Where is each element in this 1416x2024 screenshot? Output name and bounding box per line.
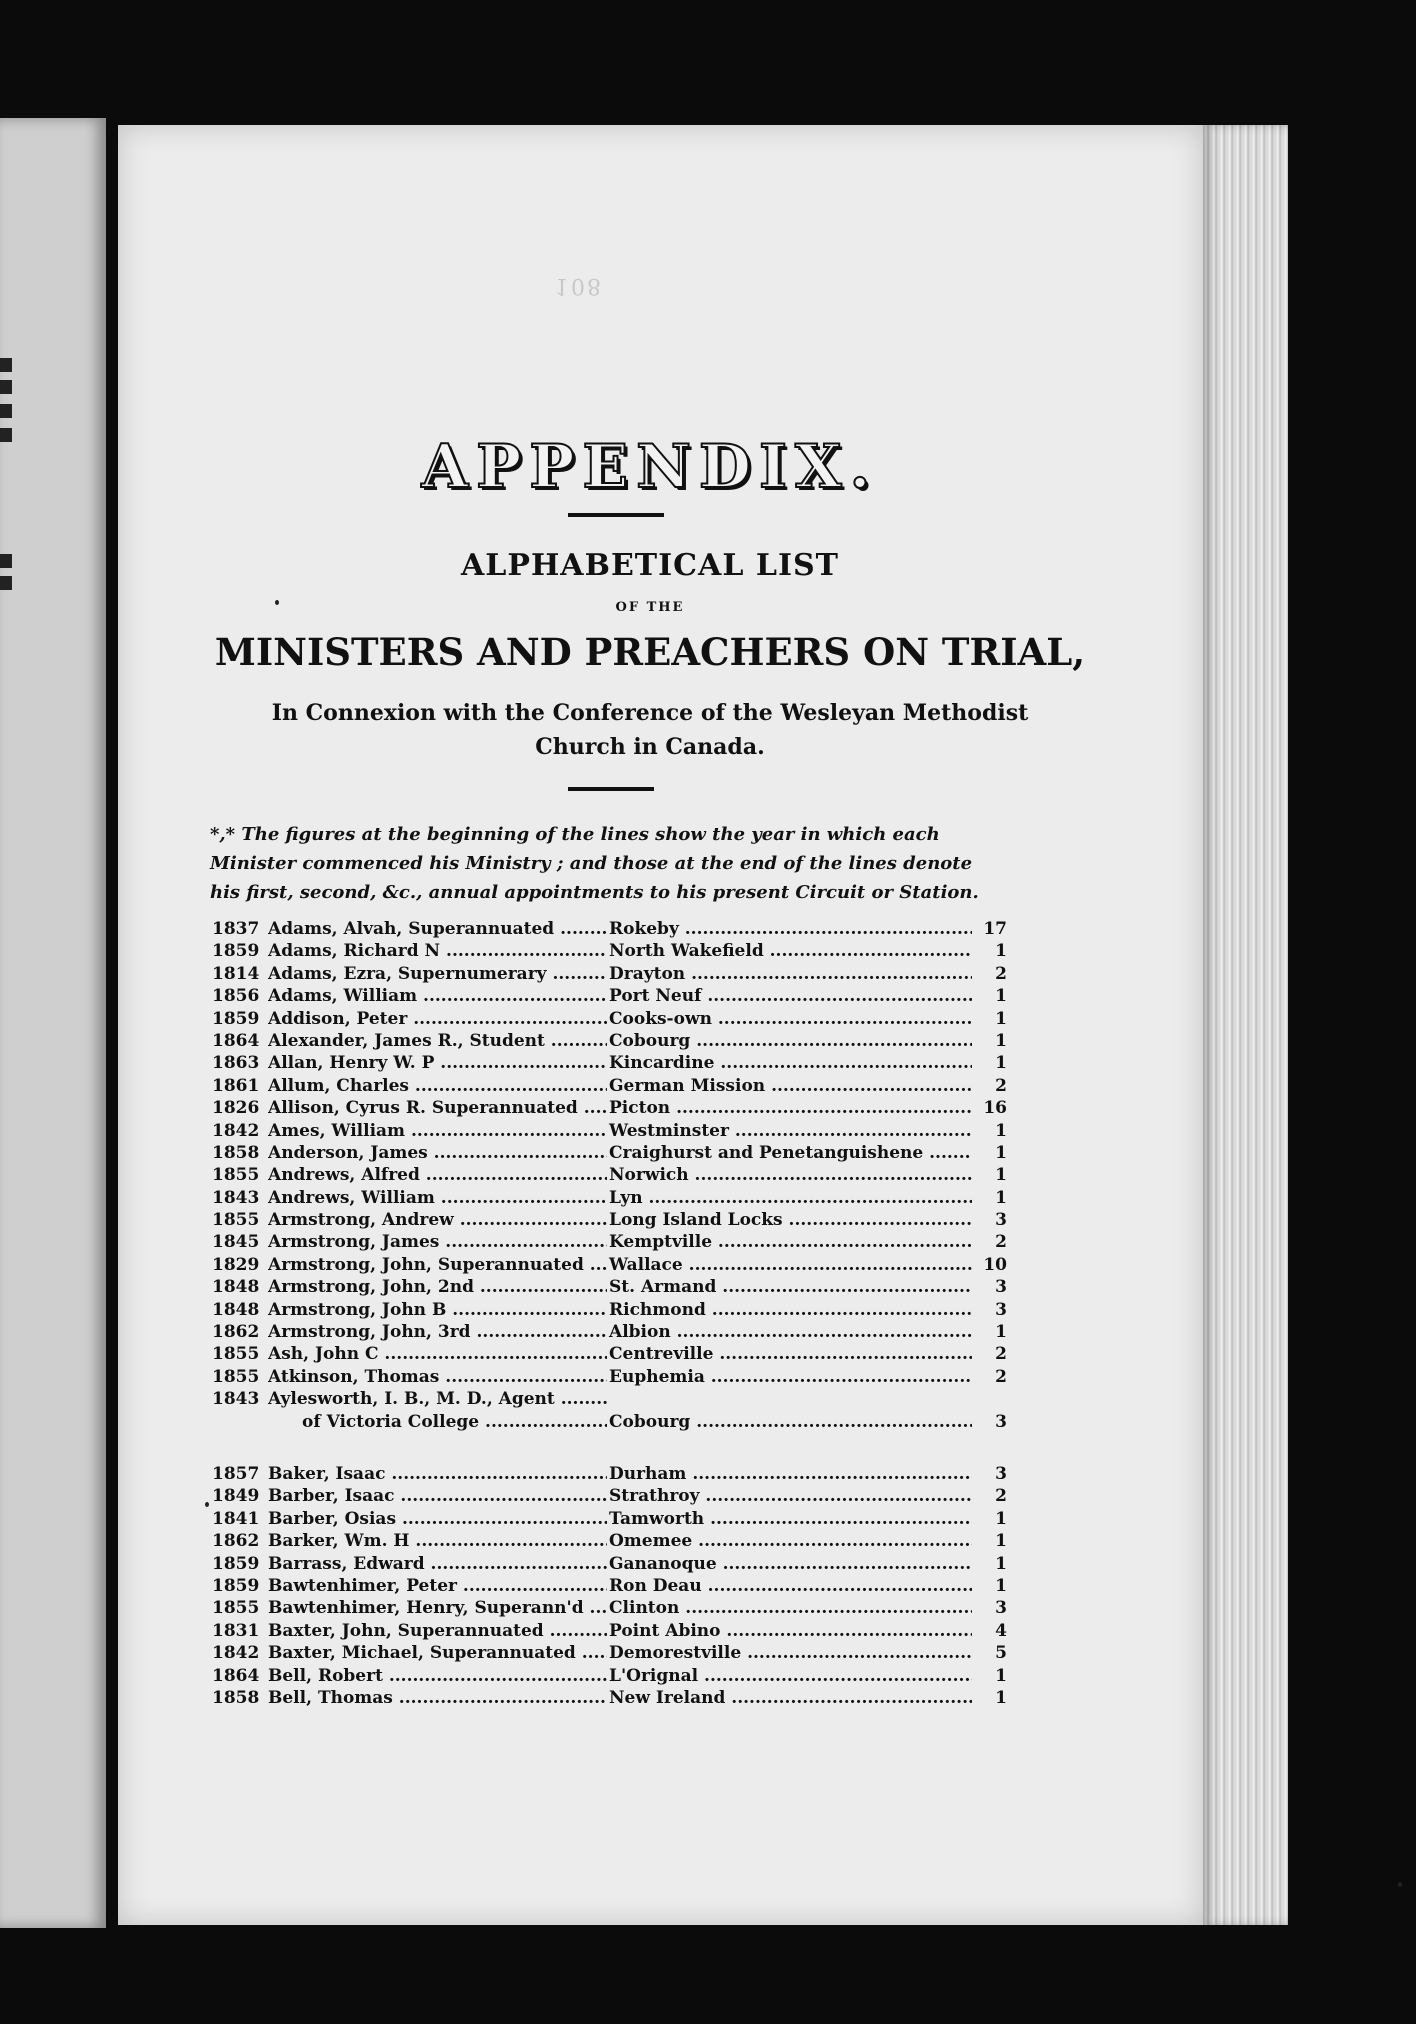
entry-appointment-number: 3 (972, 1411, 1007, 1433)
entry-year: 1843 (212, 1389, 260, 1410)
entry-appointment-number: 16 (972, 1097, 1007, 1119)
list-item (212, 1388, 1007, 1410)
entry-name: Barker, Wm. H ..... (268, 1530, 818, 1552)
list-item (212, 1575, 1007, 1597)
entry-circuit: Kincardine ..... (607, 1052, 979, 1074)
list-item (212, 1254, 1007, 1276)
entry-name: Armstrong, James ..... (268, 1231, 818, 1253)
entry-appointment-number: 10 (972, 1254, 1007, 1276)
left-page-text-fragment (0, 428, 12, 442)
entry-appointment-number: 2 (972, 1075, 1007, 1097)
left-page-text-fragment (0, 380, 12, 394)
entry-appointment-number: 17 (972, 918, 1007, 940)
entry-name: Bawtenhimer, Peter ..... (268, 1575, 818, 1597)
entry-year: 1842 (212, 1643, 260, 1664)
entry-name: Baxter, Michael, Superannuated ..... (268, 1642, 818, 1664)
entry-year: 1831 (212, 1620, 260, 1641)
entry-year: 1862 (212, 1531, 260, 1552)
list-item (212, 1052, 1007, 1074)
entry-circuit: Westminster ..... (607, 1120, 979, 1142)
section-rule (568, 787, 654, 791)
title-rule (568, 513, 664, 517)
appendix-title: APPENDIX. (421, 432, 879, 502)
entry-year: 1826 (212, 1098, 260, 1119)
entry-appointment-number: 3 (972, 1597, 1007, 1619)
list-item (212, 1075, 1007, 1097)
entry-circuit: Gananoque ..... (607, 1553, 979, 1575)
entry-name: Armstrong, John, Superannuated ..... (268, 1254, 818, 1276)
entry-year: 1855 (212, 1344, 260, 1365)
entry-name: Baker, Isaac ..... (268, 1463, 818, 1485)
entry-name: Andrews, Alfred ..... (268, 1164, 818, 1186)
entry-appointment-number: 3 (972, 1299, 1007, 1321)
entry-circuit: Durham ..... (607, 1463, 979, 1485)
list-item (212, 1463, 1007, 1485)
note-line-2: Minister commenced his Ministry ; and those at the end of the lines denote (210, 853, 973, 874)
bleed-through-page-number: 108 (555, 273, 603, 298)
entry-appointment-number: 1 (972, 985, 1007, 1007)
ministers-list (212, 918, 1007, 1709)
entry-name: Anderson, James ..... (268, 1142, 818, 1164)
entries-group-b (212, 1463, 1007, 1709)
of-the-label: OF THE (615, 600, 685, 615)
entry-circuit: Wallace ..... (607, 1254, 979, 1276)
entry-year: 1845 (212, 1232, 260, 1253)
entry-appointment-number: 1 (972, 1164, 1007, 1186)
ink-speck (275, 600, 279, 605)
entry-name: Barber, Isaac ..... (268, 1485, 818, 1507)
entry-year: 1855 (212, 1598, 260, 1619)
entry-name: Ash, John C ..... (268, 1343, 818, 1365)
list-item (212, 1597, 1007, 1619)
entry-name: Allan, Henry W. P ..... (268, 1052, 818, 1074)
entry-appointment-number: 2 (972, 1366, 1007, 1388)
entry-year: 1841 (212, 1508, 260, 1529)
entry-appointment-number: 1 (972, 1008, 1007, 1030)
list-item (212, 1343, 1007, 1365)
explanatory-note (210, 820, 1000, 907)
entry-name: Barrass, Edward ..... (268, 1553, 818, 1575)
entry-year: 1864 (212, 1030, 260, 1051)
section-gap (212, 1433, 1007, 1463)
entry-appointment-number: 1 (972, 1687, 1007, 1709)
entry-year: 1858 (212, 1687, 260, 1708)
entry-circuit: St. Armand ..... (607, 1276, 979, 1298)
entry-appointment-number: 1 (972, 1142, 1007, 1164)
entry-name: Aylesworth, I. B., M. D., Agent ..... (268, 1388, 608, 1410)
entry-name: Adams, Ezra, Supernumerary ..... (268, 963, 818, 985)
list-item (212, 940, 1007, 962)
entry-circuit: Cobourg ..... (607, 1030, 979, 1052)
list-item (212, 1687, 1007, 1709)
list-title: ALPHABETICAL LIST (461, 548, 839, 583)
entry-name: Ames, William ..... (268, 1120, 818, 1142)
entry-year: 1829 (212, 1254, 260, 1275)
list-item (212, 1008, 1007, 1030)
entry-appointment-number: 2 (972, 963, 1007, 985)
entry-year: 1862 (212, 1322, 260, 1343)
entry-appointment-number: 1 (972, 1321, 1007, 1343)
list-item (212, 963, 1007, 985)
list-item (212, 1209, 1007, 1231)
entry-name: Addison, Peter ..... (268, 1008, 818, 1030)
entry-circuit: Tamworth ..... (607, 1508, 979, 1530)
entry-circuit: Clinton ..... (607, 1597, 979, 1619)
entry-appointment-number: 1 (972, 1665, 1007, 1687)
list-item (212, 1366, 1007, 1388)
entry-circuit: Norwich ..... (607, 1164, 979, 1186)
list-item (212, 1553, 1007, 1575)
entry-circuit: Kemptville ..... (607, 1231, 979, 1253)
entry-year: 1864 (212, 1665, 260, 1686)
entry-appointment-number: 2 (972, 1485, 1007, 1507)
note-line-1: *,* The figures at the beginning of the lines show the year in which each (210, 824, 940, 845)
entry-year: 1855 (212, 1366, 260, 1387)
list-item (212, 1097, 1007, 1119)
list-item (212, 1620, 1007, 1642)
entry-name: Armstrong, John B ..... (268, 1299, 818, 1321)
entry-circuit: Lyn ..... (607, 1187, 979, 1209)
entry-appointment-number: 2 (972, 1231, 1007, 1253)
list-item (212, 1530, 1007, 1552)
left-page-text-fragment (0, 554, 12, 568)
entry-appointment-number: 4 (972, 1620, 1007, 1642)
entry-circuit: Long Island Locks ..... (607, 1209, 979, 1231)
entry-year: 1859 (212, 1553, 260, 1574)
entry-name: Bell, Robert ..... (268, 1665, 818, 1687)
entry-appointment-number: 1 (972, 1052, 1007, 1074)
entry-name: Adams, William ..... (268, 985, 818, 1007)
list-item (212, 1485, 1007, 1507)
entry-name: Andrews, William ..... (268, 1187, 818, 1209)
entry-circuit: Demorestville ..... (607, 1642, 979, 1664)
page-edges (1203, 125, 1288, 1925)
entry-appointment-number: 2 (972, 1343, 1007, 1365)
entry-circuit: German Mission ..... (607, 1075, 979, 1097)
list-item (212, 1299, 1007, 1321)
list-item (212, 1120, 1007, 1142)
list-item (212, 985, 1007, 1007)
list-item (212, 1321, 1007, 1343)
list-item (212, 1187, 1007, 1209)
entry-circuit: Omemee ..... (607, 1530, 979, 1552)
entry-circuit: Centreville ..... (607, 1343, 979, 1365)
entry-year: 1859 (212, 941, 260, 962)
list-item (212, 1231, 1007, 1253)
list-item (212, 1665, 1007, 1687)
entry-circuit: Picton ..... (607, 1097, 979, 1119)
entry-year: 1848 (212, 1299, 260, 1320)
entry-year: 1843 (212, 1187, 260, 1208)
entry-name: Armstrong, John, 3rd ..... (268, 1321, 818, 1343)
entry-appointment-number: 1 (972, 1553, 1007, 1575)
connexion-line-2: Church in Canada. (535, 734, 765, 760)
entry-name: Atkinson, Thomas ..... (268, 1366, 818, 1388)
entry-name: Baxter, John, Superannuated ..... (268, 1620, 818, 1642)
entry-name-continuation: of Victoria College ..... (302, 1411, 607, 1433)
entry-name: Armstrong, John, 2nd ..... (268, 1276, 818, 1298)
entry-circuit: Port Neuf ..... (607, 985, 979, 1007)
entry-circuit: New Ireland ..... (607, 1687, 979, 1709)
left-page-fragment (0, 118, 106, 1928)
entry-name: Barber, Osias ..... (268, 1508, 818, 1530)
entry-circuit: Rokeby ..... (607, 918, 979, 940)
entry-circuit: Euphemia ..... (607, 1366, 979, 1388)
entry-circuit: North Wakefield ..... (607, 940, 979, 962)
entry-year: 1858 (212, 1142, 260, 1163)
entry-circuit: Cobourg ..... (607, 1411, 979, 1433)
entry-year: 1855 (212, 1210, 260, 1231)
entry-year: 1857 (212, 1463, 260, 1484)
ink-speck (1398, 1882, 1402, 1887)
entry-year: 1861 (212, 1075, 260, 1096)
entry-circuit: Drayton ..... (607, 963, 979, 985)
entry-name: Adams, Alvah, Superannuated ..... (268, 918, 818, 940)
entry-appointment-number: 1 (972, 1120, 1007, 1142)
left-page-text-fragment (0, 576, 12, 590)
entry-appointment-number: 3 (972, 1463, 1007, 1485)
entry-circuit: Cooks-own ..... (607, 1008, 979, 1030)
list-item (212, 1642, 1007, 1664)
entry-circuit: Strathroy ..... (607, 1485, 979, 1507)
entry-appointment-number: 1 (972, 1508, 1007, 1530)
entry-year: 1849 (212, 1486, 260, 1507)
entry-year: 1837 (212, 919, 260, 939)
entry-appointment-number: 3 (972, 1276, 1007, 1298)
entry-year: 1848 (212, 1277, 260, 1298)
list-item (212, 1276, 1007, 1298)
ink-speck (205, 1502, 209, 1507)
entry-circuit: L'Orignal ..... (607, 1665, 979, 1687)
entry-circuit: Albion ..... (607, 1321, 979, 1343)
list-item (212, 1030, 1007, 1052)
entry-name: Allum, Charles ..... (268, 1075, 818, 1097)
entry-name: Armstrong, Andrew ..... (268, 1209, 818, 1231)
entry-appointment-number: 5 (972, 1642, 1007, 1664)
entry-circuit: Point Abino ..... (607, 1620, 979, 1642)
entry-name: Alexander, James R., Student ..... (268, 1030, 818, 1052)
entry-circuit: Craighurst and Penetanguishene ..... (607, 1142, 979, 1164)
entry-appointment-number: 1 (972, 1575, 1007, 1597)
left-page-text-fragment (0, 404, 12, 418)
entry-year: 1859 (212, 1575, 260, 1596)
connexion-line-1: In Connexion with the Conference of the Wesleyan Methodist (271, 700, 1029, 726)
entry-year: 1814 (212, 963, 260, 984)
connexion-subtitle (210, 696, 1090, 764)
entry-appointment-number: 1 (972, 940, 1007, 962)
entry-circuit: Richmond ..... (607, 1299, 979, 1321)
entry-name: Bell, Thomas ..... (268, 1687, 818, 1709)
entry-name: Adams, Richard N ..... (268, 940, 818, 962)
list-item-continuation (212, 1411, 1007, 1433)
entry-name: Allison, Cyrus R. Superannuated ..... (268, 1097, 818, 1119)
entry-year: 1842 (212, 1120, 260, 1141)
entry-appointment-number: 1 (972, 1030, 1007, 1052)
entry-appointment-number: 1 (972, 1530, 1007, 1552)
main-title: MINISTERS AND PREACHERS ON TRIAL, (214, 630, 1086, 674)
entries-group-a (212, 918, 1007, 1388)
list-item (212, 1142, 1007, 1164)
entry-name: Bawtenhimer, Henry, Superann'd ..... (268, 1597, 818, 1619)
left-page-text-fragment (0, 358, 12, 372)
entry-appointment-number: 1 (972, 1187, 1007, 1209)
entry-year: 1859 (212, 1008, 260, 1029)
entry-appointment-number: 3 (972, 1209, 1007, 1231)
list-item (212, 1164, 1007, 1186)
list-item (212, 1508, 1007, 1530)
entry-year: 1855 (212, 1165, 260, 1186)
list-item (212, 918, 1007, 940)
entry-circuit: Ron Deau ..... (607, 1575, 979, 1597)
entry-year: 1856 (212, 986, 260, 1007)
entry-year: 1863 (212, 1053, 260, 1074)
note-line-3: his first, second, &c., annual appointments to his present Circuit or Station. (210, 882, 979, 903)
